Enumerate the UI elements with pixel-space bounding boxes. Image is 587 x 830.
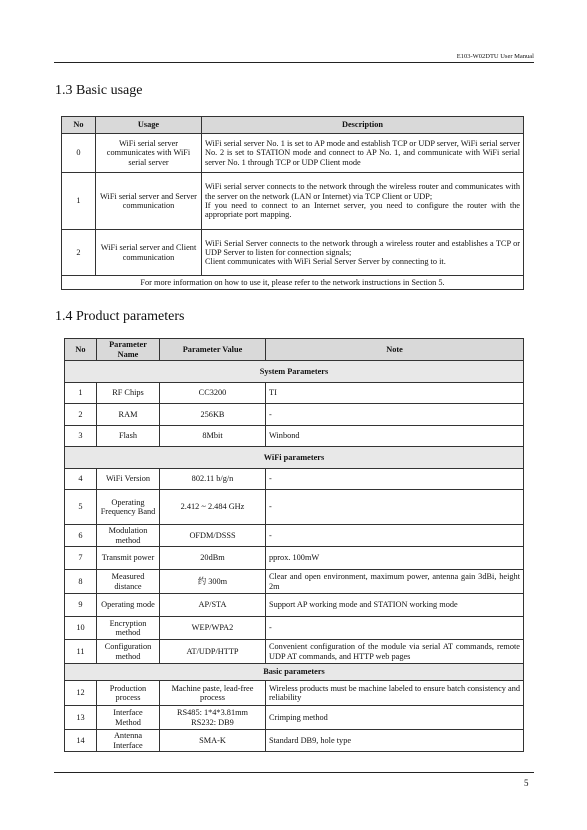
running-header: E103-W02DTU User Manual xyxy=(54,53,534,63)
table-row xyxy=(65,426,524,447)
group-title-wifi: WiFi parameters xyxy=(65,447,524,469)
cell-value xyxy=(160,706,266,730)
group-title-system: System Parameters xyxy=(65,361,524,383)
cell-no: 13 xyxy=(65,706,97,730)
cell-value: 256KB xyxy=(160,404,266,426)
cell-note: pprox. 100mW xyxy=(266,547,524,570)
table-row xyxy=(62,230,524,276)
cell-no: 9 xyxy=(65,594,97,617)
table-row xyxy=(65,640,524,664)
column-header-parameter-name: Parameter Name xyxy=(97,339,160,361)
description-line: WiFi serial server connects to the network through the wireless router and communicates with the server on the network (LAN or Internet) via TCP Client or UDP; xyxy=(205,182,520,201)
cell-note: - xyxy=(266,617,524,640)
table-row xyxy=(65,706,524,730)
table-row xyxy=(65,525,524,547)
cell-name: Operating Frequency Band xyxy=(97,490,160,525)
cell-no: 7 xyxy=(65,547,97,570)
cell-name: RF Chips xyxy=(97,383,160,404)
table-row xyxy=(65,730,524,752)
cell-name: Transmit power xyxy=(97,547,160,570)
cell-usage: WiFi serial server and Client communication xyxy=(96,230,202,276)
cell-name: Configuration method xyxy=(97,640,160,664)
table-row xyxy=(65,547,524,570)
cell-value: OFDM/DSSS xyxy=(160,525,266,547)
page-number: 5 xyxy=(524,778,529,788)
cell-no: 6 xyxy=(65,525,97,547)
cell-name: Production process xyxy=(97,681,160,706)
cell-name: RAM xyxy=(97,404,160,426)
value-line: RS232: DB9 xyxy=(191,717,234,727)
cell-name: Encryption method xyxy=(97,617,160,640)
cell-no: 8 xyxy=(65,570,97,594)
cell-name: Measured distance xyxy=(97,570,160,594)
table-row xyxy=(65,594,524,617)
cell-description xyxy=(202,173,524,230)
cell-no: 4 xyxy=(65,469,97,490)
cell-value: 2.412 ~ 2.484 GHz xyxy=(160,490,266,525)
cell-name: Operating mode xyxy=(97,594,160,617)
cell-note: Support AP working mode and STATION working mode xyxy=(266,594,524,617)
cell-usage: WiFi serial server and Server communication xyxy=(96,173,202,230)
cell-name: Antenna Interface xyxy=(97,730,160,752)
table-row xyxy=(65,617,524,640)
section-heading-basic-usage: 1.3 Basic usage xyxy=(55,83,143,98)
cell-value: 8Mbit xyxy=(160,426,266,447)
value-line: RS485: 1*4*3.81mm xyxy=(177,708,248,718)
description-line: If you need to connect to an Internet server, you need to configure the router with the appropriate port mapping. xyxy=(205,201,520,220)
cell-note: TI xyxy=(266,383,524,404)
table-row xyxy=(65,469,524,490)
table-row xyxy=(65,681,524,706)
table-row xyxy=(65,383,524,404)
cell-value: 802.11 b/g/n xyxy=(160,469,266,490)
cell-no: 11 xyxy=(65,640,97,664)
cell-value: SMA-K xyxy=(160,730,266,752)
cell-note: Winbond xyxy=(266,426,524,447)
cell-note: Convenient configuration of the module via serial AT commands, remote UDP AT commands, and HTTP web pages xyxy=(266,640,524,664)
column-header-no: No xyxy=(65,339,97,361)
cell-value: WEP/WPA2 xyxy=(160,617,266,640)
table-row xyxy=(62,173,524,230)
cell-name: Modulation method xyxy=(97,525,160,547)
cell-value: CC3200 xyxy=(160,383,266,404)
cell-no: 2 xyxy=(65,404,97,426)
cell-note: Clear and open environment, maximum power, antenna gain 3dBi, height 2m xyxy=(266,570,524,594)
cell-no: 5 xyxy=(65,490,97,525)
cell-note: - xyxy=(266,490,524,525)
table-row xyxy=(65,570,524,594)
cell-note: - xyxy=(266,469,524,490)
product-parameters-table xyxy=(64,338,524,752)
cell-no: 0 xyxy=(62,134,96,173)
cell-name: Interface Method xyxy=(97,706,160,730)
cell-note: - xyxy=(266,525,524,547)
description-line: Client communicates with WiFi Serial Server Server by connecting to it. xyxy=(205,257,446,267)
cell-no: 12 xyxy=(65,681,97,706)
column-header-description: Description xyxy=(202,117,524,134)
cell-note: Crimping method xyxy=(266,706,524,730)
footer-divider xyxy=(54,772,534,773)
cell-no: 14 xyxy=(65,730,97,752)
cell-no: 10 xyxy=(65,617,97,640)
cell-no: 1 xyxy=(62,173,96,230)
table-footnote: For more information on how to use it, please refer to the network instructions in Section 5. xyxy=(62,276,524,290)
cell-note: Wireless products must be machine labeled to ensure batch consistency and reliability xyxy=(266,681,524,706)
description-line: WiFi Serial Server connects to the network through a wireless router and establishes a TCP or UDP Server to listen for connection signals; xyxy=(205,238,520,257)
section-heading-product-parameters: 1.4 Product parameters xyxy=(55,309,185,324)
column-header-no: No xyxy=(62,117,96,134)
cell-value: AP/STA xyxy=(160,594,266,617)
cell-value: 约 300m xyxy=(160,570,266,594)
table-row xyxy=(65,404,524,426)
table-row xyxy=(65,490,524,525)
cell-name: Flash xyxy=(97,426,160,447)
column-header-usage: Usage xyxy=(96,117,202,134)
cell-note: - xyxy=(266,404,524,426)
cell-usage: WiFi serial server communicates with WiFi serial server xyxy=(96,134,202,173)
column-header-note: Note xyxy=(266,339,524,361)
cell-no: 1 xyxy=(65,383,97,404)
cell-description: WiFi serial server No. 1 is set to AP mode and establish TCP or UDP server, WiFi serial server No. 2 is set to STATION mode and connect to AP No. 1, and communicate with WiFi serial server No. 1 through TCP or UDP Client mode xyxy=(202,134,524,173)
cell-description xyxy=(202,230,524,276)
cell-value: Machine paste, lead-free process xyxy=(160,681,266,706)
cell-value: AT/UDP/HTTP xyxy=(160,640,266,664)
group-title-basic: Basic parameters xyxy=(65,664,524,681)
cell-name: WiFi Version xyxy=(97,469,160,490)
cell-no: 2 xyxy=(62,230,96,276)
cell-note: Standard DB9, hole type xyxy=(266,730,524,752)
column-header-parameter-value: Parameter Value xyxy=(160,339,266,361)
cell-no: 3 xyxy=(65,426,97,447)
cell-value: 20dBm xyxy=(160,547,266,570)
basic-usage-table xyxy=(61,116,524,290)
table-row xyxy=(62,134,524,173)
